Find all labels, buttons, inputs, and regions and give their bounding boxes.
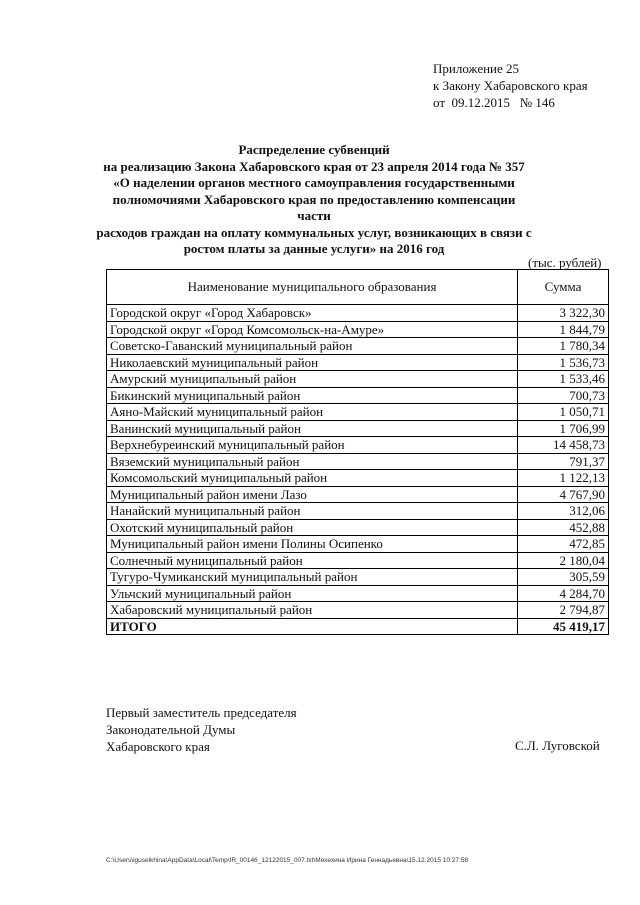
document-title bbox=[96, 142, 532, 258]
total-sum: 45 419,17 bbox=[518, 618, 609, 635]
appendix-date: от 09.12.2015 № 146 bbox=[433, 95, 555, 110]
table-row bbox=[107, 387, 609, 404]
units-label: (тыс. рублей) bbox=[528, 255, 602, 270]
subsidy-sum: 14 458,73 bbox=[518, 437, 609, 454]
subsidy-sum: 1 706,99 bbox=[518, 420, 609, 437]
municipality-name: Амурский муниципальный район bbox=[107, 371, 518, 388]
file-path-footer: C:\Users\iguselkhina\AppData\Local\Temp\IR_00146_12122015_007.txt\Мехехина Ирина Геннадьевна\15.12.2015 10:27:58 bbox=[106, 857, 469, 864]
municipality-name: Муниципальный район имени Полины Осипенко bbox=[107, 536, 518, 553]
subsidy-sum: 1 536,73 bbox=[518, 354, 609, 371]
table-row bbox=[107, 602, 609, 619]
appendix-number: Приложение 25 bbox=[433, 61, 520, 76]
table-row bbox=[107, 338, 609, 355]
table-row bbox=[107, 354, 609, 371]
municipality-name: Охотский муниципальный район bbox=[107, 519, 518, 536]
title-line: «О наделении органов местного самоуправления государственными bbox=[113, 175, 515, 190]
table-row bbox=[107, 321, 609, 338]
signature-block bbox=[106, 704, 297, 755]
subsidy-sum: 1 780,34 bbox=[518, 338, 609, 355]
signatory-region: Хабаровского края bbox=[106, 739, 210, 754]
signatory-name: С.Л. Луговской bbox=[515, 738, 600, 753]
title-line: расходов граждан на оплату коммунальных услуг, возникающих в связи с bbox=[96, 224, 532, 240]
subsidy-sum: 700,73 bbox=[518, 387, 609, 404]
table-row bbox=[107, 470, 609, 487]
municipality-name: Бикинский муниципальный район bbox=[107, 387, 518, 404]
table-row bbox=[107, 536, 609, 553]
subsidy-table bbox=[106, 269, 609, 635]
municipality-name: Тугуро-Чумиканский муниципальный район bbox=[107, 569, 518, 586]
total-label: ИТОГО bbox=[107, 618, 518, 635]
appendix-law: к Закону Хабаровского края bbox=[433, 78, 588, 93]
subsidy-sum: 1 844,79 bbox=[518, 321, 609, 338]
table-row bbox=[107, 519, 609, 536]
municipality-name: Хабаровский муниципальный район bbox=[107, 602, 518, 619]
table-row bbox=[107, 420, 609, 437]
municipality-name: Городской округ «Город Хабаровск» bbox=[107, 305, 518, 322]
table-row bbox=[107, 585, 609, 602]
subsidy-sum: 452,88 bbox=[518, 519, 609, 536]
municipality-name: Вяземский муниципальный район bbox=[107, 453, 518, 470]
subsidy-sum: 1 050,71 bbox=[518, 404, 609, 421]
municipality-name: Муниципальный район имени Лазо bbox=[107, 486, 518, 503]
municipality-name: Советско-Гаванский муниципальный район bbox=[107, 338, 518, 355]
table-row bbox=[107, 437, 609, 454]
table-row bbox=[107, 404, 609, 421]
subsidy-sum: 4 284,70 bbox=[518, 585, 609, 602]
subsidy-sum: 2 794,87 bbox=[518, 602, 609, 619]
table-row bbox=[107, 371, 609, 388]
table-row bbox=[107, 453, 609, 470]
municipality-name: Аяно-Майский муниципальный район bbox=[107, 404, 518, 421]
municipality-name: Комсомольский муниципальный район bbox=[107, 470, 518, 487]
title-line: полномочиями Хабаровского края по предоставлению компенсации части bbox=[112, 191, 516, 223]
municipality-name: Верхнебуреинский муниципальный район bbox=[107, 437, 518, 454]
subsidy-sum: 1 533,46 bbox=[518, 371, 609, 388]
municipality-name: Ванинский муниципальный район bbox=[107, 420, 518, 437]
table-header-row bbox=[107, 270, 609, 305]
table-row bbox=[107, 503, 609, 520]
total-row bbox=[107, 618, 609, 635]
table-row bbox=[107, 569, 609, 586]
header-name: Наименование муниципального образования bbox=[107, 270, 518, 305]
title-line: Распределение субвенций bbox=[238, 142, 390, 157]
subsidy-sum: 472,85 bbox=[518, 536, 609, 553]
municipality-name: Городской округ «Город Комсомольск-на-Амуре» bbox=[107, 321, 518, 338]
subsidy-sum: 2 180,04 bbox=[518, 552, 609, 569]
subsidy-sum: 791,37 bbox=[518, 453, 609, 470]
municipality-name: Николаевский муниципальный район bbox=[107, 354, 518, 371]
subsidy-sum: 305,59 bbox=[518, 569, 609, 586]
table-row bbox=[107, 486, 609, 503]
signatory-body: Законодательной Думы bbox=[106, 722, 236, 737]
municipality-name: Нанайский муниципальный район bbox=[107, 503, 518, 520]
subsidy-sum: 1 122,13 bbox=[518, 470, 609, 487]
municipality-name: Ульчский муниципальный район bbox=[107, 585, 518, 602]
header-sum: Сумма bbox=[518, 270, 609, 305]
subsidy-sum: 4 767,90 bbox=[518, 486, 609, 503]
subsidy-sum: 3 322,30 bbox=[518, 305, 609, 322]
subsidy-sum: 312,06 bbox=[518, 503, 609, 520]
title-line: на реализацию Закона Хабаровского края от 23 апреля 2014 года № 357 bbox=[103, 158, 525, 174]
table-row bbox=[107, 552, 609, 569]
municipality-name: Солнечный муниципальный район bbox=[107, 552, 518, 569]
appendix-reference bbox=[433, 60, 588, 111]
table-row bbox=[107, 305, 609, 322]
signatory-position: Первый заместитель председателя bbox=[106, 705, 297, 720]
title-line: ростом платы за данные услуги» на 2016 год bbox=[183, 241, 445, 256]
